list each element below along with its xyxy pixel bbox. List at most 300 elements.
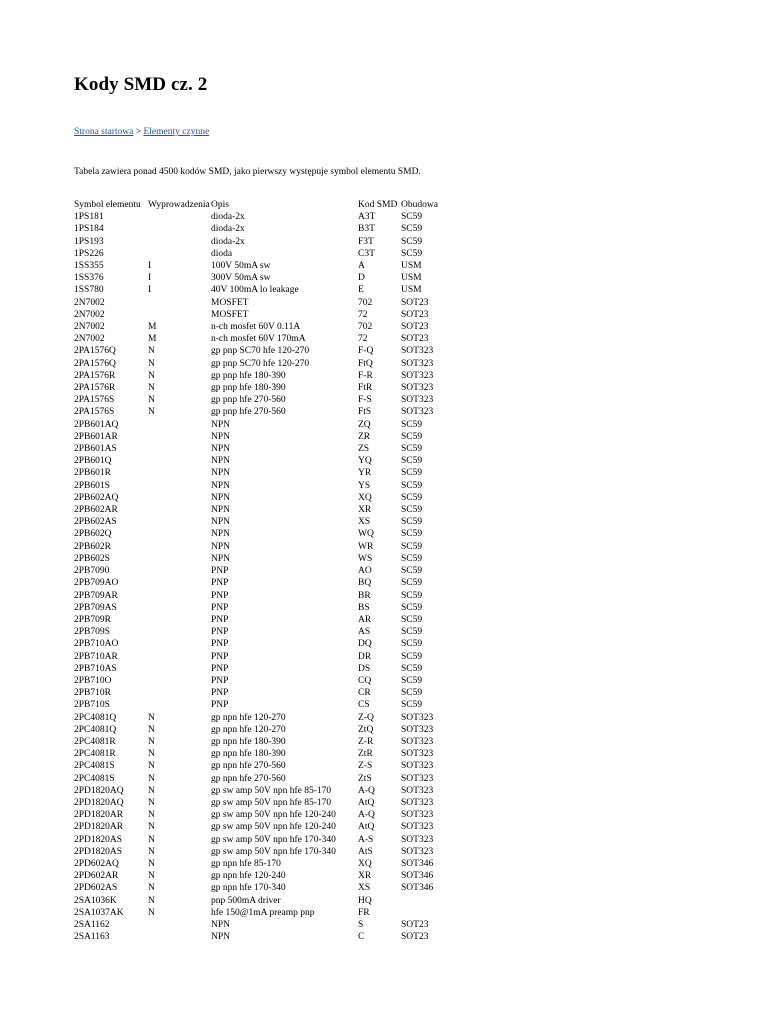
cell-pins (148, 480, 211, 492)
cell-package: SC59 (401, 456, 423, 467)
cell-description: n-ch mosfet 60V 0.11A (211, 322, 301, 333)
cell-symbol: 2PB710R (74, 688, 111, 699)
cell-pins: I (148, 273, 152, 284)
cell-package: SC59 (401, 224, 423, 235)
cell-smd-code: A-Q (358, 785, 375, 796)
cell-description: gp sw amp 50V npn hfe 170-340 (211, 834, 336, 845)
table-row (74, 663, 461, 675)
cell-smd-code: AR (358, 614, 372, 625)
cell-package: SOT23 (401, 919, 429, 930)
cell-package: SOT323 (401, 810, 434, 821)
cell-description: NPN (211, 517, 231, 528)
cell-symbol: 2PB710S (74, 700, 110, 711)
cell-symbol: 2PA1576R (74, 370, 116, 381)
cell-symbol: 2PB601S (74, 480, 110, 491)
cell-symbol: 2PD602AS (74, 883, 118, 894)
cell-description: NPN (211, 505, 231, 516)
cell-description: gp npn hfe 85-170 (211, 858, 281, 869)
cell-package: SC59 (401, 248, 423, 259)
cell-package: SOT346 (401, 858, 434, 869)
cell-package: SOT23 (401, 932, 429, 943)
cell-package: SC59 (401, 614, 423, 625)
cell-package: SC59 (401, 627, 423, 638)
cell-package: SC59 (401, 541, 423, 552)
table-row (74, 419, 461, 431)
cell-description: NPN (211, 529, 231, 540)
cell-description: gp sw amp 50V npn hfe 120-240 (211, 822, 336, 833)
cell-pins (148, 687, 211, 699)
cell-pins (148, 455, 211, 467)
cell-package: SC59 (401, 480, 423, 491)
cell-package: SOT23 (401, 309, 429, 320)
cell-smd-code: WS (358, 553, 373, 564)
cell-symbol: 2PA1576S (74, 407, 115, 418)
table-row (74, 858, 461, 870)
cell-description: gp npn hfe 120-270 (211, 724, 286, 735)
breadcrumb-link-home[interactable]: Strona startowa (74, 127, 134, 137)
cell-description: 40V 100mA lo leakage (211, 285, 299, 296)
cell-symbol: 2PA1576R (74, 383, 116, 394)
page-title: Kody SMD cz. 2 (74, 74, 208, 95)
table-row (74, 480, 461, 492)
cell-pins (148, 309, 211, 321)
header-smd-code: Kod SMD (358, 200, 398, 210)
cell-smd-code: 702 (358, 322, 373, 333)
cell-pins (148, 663, 211, 675)
table-row (74, 602, 461, 614)
cell-description: gp npn hfe 270-560 (211, 773, 286, 784)
cell-package: USM (401, 273, 422, 284)
cell-pins: N (148, 834, 155, 845)
cell-package: SC59 (401, 553, 423, 564)
cell-smd-code: XS (358, 883, 371, 894)
cell-symbol: 2PA1576Q (74, 346, 116, 357)
table-row (74, 773, 461, 785)
cell-smd-code: A-S (358, 834, 374, 845)
table-row (74, 248, 461, 260)
table-row (74, 504, 461, 516)
cell-package: SOT323 (401, 724, 434, 735)
cell-symbol: 2PB601Q (74, 456, 112, 467)
cell-symbol: 2PB601AQ (74, 419, 119, 430)
cell-symbol: 2PB709AO (74, 578, 119, 589)
cell-package: SOT323 (401, 773, 434, 784)
table-row (74, 406, 461, 418)
cell-package: SOT23 (401, 334, 429, 345)
cell-description: PNP (211, 700, 229, 711)
cell-description: NPN (211, 932, 231, 943)
header-symbol: Symbol elementu (74, 200, 141, 210)
table-row (74, 516, 461, 528)
cell-symbol: 2PC4081S (74, 761, 115, 772)
cell-description: gp pnp SC70 hfe 120-270 (211, 358, 310, 369)
cell-pins (148, 297, 211, 309)
cell-pins: N (148, 749, 155, 760)
cell-package: SC59 (401, 639, 423, 650)
cell-package: SOT323 (401, 712, 434, 723)
cell-description: gp npn hfe 180-390 (211, 749, 286, 760)
cell-symbol: 2SA1036K (74, 895, 117, 906)
cell-pins: M (148, 334, 157, 345)
cell-package: SC59 (401, 688, 423, 699)
cell-description: gp pnp hfe 270-560 (211, 395, 286, 406)
cell-symbol: 2SA1037AK (74, 907, 124, 918)
table-row (74, 834, 461, 846)
cell-symbol: 2PD1820AS (74, 834, 123, 845)
cell-package: SC59 (401, 517, 423, 528)
table-row (74, 333, 461, 345)
table-row (74, 272, 461, 284)
cell-pins (148, 516, 211, 528)
cell-pins (148, 931, 211, 943)
cell-description: hfe 150@1mA preamp pnp (211, 907, 315, 918)
cell-package: SOT323 (401, 407, 434, 418)
cell-smd-code: FtR (358, 383, 373, 394)
header-package: Obudowa (401, 200, 438, 210)
cell-pins: N (148, 395, 155, 406)
cell-symbol: 2PC4081R (74, 749, 116, 760)
cell-smd-code: AtQ (358, 822, 375, 833)
table-row (74, 797, 461, 809)
cell-pins (148, 443, 211, 455)
cell-description: MOSFET (211, 297, 249, 308)
table-row (74, 260, 461, 272)
table-row (74, 687, 461, 699)
cell-package: SC59 (401, 505, 423, 516)
cell-pins (148, 675, 211, 687)
table-body (74, 211, 461, 943)
cell-package: SC59 (401, 431, 423, 442)
cell-pins: N (148, 383, 155, 394)
cell-symbol: 2PB601AS (74, 444, 117, 455)
cell-smd-code: ZtQ (358, 724, 374, 735)
cell-pins (148, 638, 211, 650)
cell-description: NPN (211, 919, 231, 930)
cell-description: dioda (211, 248, 233, 259)
cell-symbol: 2PA1576Q (74, 358, 116, 369)
cell-pins (148, 223, 211, 235)
cell-smd-code: F-Q (358, 346, 374, 357)
cell-description: PNP (211, 663, 229, 674)
table-row (74, 907, 461, 919)
cell-smd-code: F-S (358, 395, 372, 406)
table-row (74, 309, 461, 321)
cell-description: gp pnp hfe 180-390 (211, 383, 286, 394)
cell-pins: N (148, 712, 155, 723)
cell-pins (148, 577, 211, 589)
cell-package: SC59 (401, 492, 423, 503)
cell-pins (148, 565, 211, 577)
cell-pins (148, 919, 211, 931)
cell-description: dioda-2x (211, 224, 245, 235)
cell-symbol: 2PC4081R (74, 736, 116, 747)
cell-symbol: 2PA1576S (74, 395, 115, 406)
cell-package: USM (401, 285, 422, 296)
table-row (74, 699, 461, 711)
cell-pins (148, 626, 211, 638)
cell-pins: N (148, 883, 155, 894)
cell-smd-code: BQ (358, 578, 372, 589)
table-row (74, 345, 461, 357)
cell-symbol: 1PS226 (74, 248, 104, 259)
cell-symbol: 2PB601AR (74, 431, 118, 442)
cell-smd-code: A-Q (358, 810, 375, 821)
cell-package: SC59 (401, 529, 423, 540)
cell-symbol: 2PB7090 (74, 566, 110, 577)
cell-package: SC59 (401, 419, 423, 430)
table-row (74, 638, 461, 650)
table-row (74, 736, 461, 748)
cell-description: 300V 50mA sw (211, 273, 271, 284)
cell-pins (148, 419, 211, 431)
cell-pins (148, 602, 211, 614)
cell-smd-code: FtQ (358, 358, 373, 369)
cell-smd-code: F-R (358, 370, 373, 381)
cell-description: gp pnp SC70 hfe 120-270 (211, 346, 310, 357)
cell-pins: N (148, 358, 155, 369)
cell-smd-code: C3T (358, 248, 375, 259)
cell-smd-code: DR (358, 651, 372, 662)
cell-symbol: 2PC4081Q (74, 724, 117, 735)
smd-codes-table (74, 199, 461, 943)
cell-description: NPN (211, 480, 231, 491)
cell-pins: N (148, 822, 155, 833)
table-row (74, 821, 461, 833)
cell-description: gp pnp hfe 180-390 (211, 370, 286, 381)
table-row (74, 528, 461, 540)
cell-pins: N (148, 907, 155, 918)
cell-symbol: 1PS184 (74, 224, 104, 235)
table-row (74, 724, 461, 736)
table-row (74, 321, 461, 333)
cell-smd-code: BS (358, 602, 370, 613)
table-row (74, 577, 461, 589)
cell-description: NPN (211, 419, 231, 430)
cell-pins (148, 541, 211, 553)
table-row (74, 394, 461, 406)
cell-smd-code: 72 (358, 334, 368, 345)
cell-symbol: 1SS355 (74, 261, 104, 272)
cell-smd-code: ZR (358, 431, 371, 442)
table-row (74, 443, 461, 455)
cell-symbol: 2PB602R (74, 541, 111, 552)
table-row (74, 431, 461, 443)
cell-package: SOT346 (401, 871, 434, 882)
cell-symbol: 1SS376 (74, 273, 104, 284)
cell-pins: N (148, 773, 155, 784)
cell-smd-code: F3T (358, 236, 374, 247)
cell-description: gp npn hfe 270-560 (211, 761, 286, 772)
cell-pins: M (148, 322, 157, 333)
table-row (74, 455, 461, 467)
cell-symbol: 2PB602S (74, 553, 110, 564)
cell-package: SC59 (401, 578, 423, 589)
cell-pins (148, 211, 211, 223)
cell-description: NPN (211, 444, 231, 455)
cell-pins (148, 492, 211, 504)
table-row (74, 236, 461, 248)
cell-description: NPN (211, 541, 231, 552)
cell-symbol: 1SS780 (74, 285, 104, 296)
table-row (74, 919, 461, 931)
cell-pins: N (148, 724, 155, 735)
cell-pins: N (148, 810, 155, 821)
cell-description: gp pnp hfe 270-560 (211, 407, 286, 418)
cell-description: gp npn hfe 120-270 (211, 712, 286, 723)
cell-description: gp npn hfe 180-390 (211, 736, 286, 747)
cell-smd-code: CR (358, 688, 371, 699)
cell-smd-code: XR (358, 871, 372, 882)
cell-pins (148, 467, 211, 479)
cell-package: SOT323 (401, 346, 434, 357)
cell-symbol: 2PD1820AS (74, 846, 123, 857)
cell-description: dioda-2x (211, 212, 245, 223)
cell-description: PNP (211, 590, 229, 601)
table-row (74, 651, 461, 663)
cell-description: PNP (211, 651, 229, 662)
cell-package: SOT323 (401, 395, 434, 406)
cell-description: PNP (211, 602, 229, 613)
cell-smd-code: ZtR (358, 749, 373, 760)
cell-pins: N (148, 407, 155, 418)
table-row (74, 846, 461, 858)
table-row (74, 895, 461, 907)
table-row (74, 297, 461, 309)
table-row (74, 492, 461, 504)
cell-symbol: 2PD1820AQ (74, 797, 124, 808)
cell-pins (148, 590, 211, 602)
table-row (74, 590, 461, 602)
cell-symbol: 2PB710O (74, 675, 112, 686)
cell-pins (148, 248, 211, 260)
table-row (74, 809, 461, 821)
cell-pins: N (148, 846, 155, 857)
cell-smd-code: C (358, 932, 365, 943)
cell-package: SOT323 (401, 797, 434, 808)
cell-pins (148, 528, 211, 540)
table-row (74, 553, 461, 565)
cell-symbol: 2N7002 (74, 297, 105, 308)
cell-symbol: 2PD1820AR (74, 822, 124, 833)
table-row (74, 284, 461, 296)
cell-smd-code: 72 (358, 309, 368, 320)
cell-symbol: 2PD1820AR (74, 810, 124, 821)
cell-symbol: 2N7002 (74, 334, 105, 345)
cell-package: SOT323 (401, 749, 434, 760)
cell-symbol: 2N7002 (74, 322, 105, 333)
cell-symbol: 2PB710AO (74, 639, 119, 650)
cell-description: gp sw amp 50V npn hfe 85-170 (211, 797, 332, 808)
cell-package: SC59 (401, 651, 423, 662)
cell-description: gp sw amp 50V npn hfe 85-170 (211, 785, 332, 796)
cell-symbol: 2N7002 (74, 309, 105, 320)
cell-package: SOT23 (401, 297, 429, 308)
cell-description: PNP (211, 566, 229, 577)
table-header-row (74, 199, 461, 211)
table-row (74, 211, 461, 223)
cell-smd-code: S (358, 919, 364, 930)
cell-pins: N (148, 895, 155, 906)
cell-smd-code: ZQ (358, 419, 371, 430)
cell-pins: N (148, 736, 155, 747)
cell-description: dioda-2x (211, 236, 245, 247)
cell-package: SC59 (401, 212, 423, 223)
cell-package: SOT323 (401, 358, 434, 369)
cell-symbol: 2PB601R (74, 468, 111, 479)
cell-description: gp npn hfe 170-340 (211, 883, 286, 894)
table-row (74, 541, 461, 553)
cell-package: SC59 (401, 700, 423, 711)
cell-description: n-ch mosfet 60V 170mA (211, 334, 306, 345)
cell-package: SC59 (401, 663, 423, 674)
table-row (74, 626, 461, 638)
cell-smd-code: AS (358, 627, 371, 638)
cell-smd-code: A (358, 261, 365, 272)
cell-smd-code: AtQ (358, 797, 375, 808)
cell-package: SOT346 (401, 883, 434, 894)
table-row (74, 614, 461, 626)
cell-smd-code: FR (358, 907, 370, 918)
cell-description: NPN (211, 468, 231, 479)
cell-package (401, 907, 461, 919)
cell-pins: N (148, 370, 155, 381)
cell-description: NPN (211, 431, 231, 442)
cell-symbol: 2PD1820AQ (74, 785, 124, 796)
cell-symbol: 2PB710AS (74, 663, 117, 674)
breadcrumb-link-section[interactable]: Elementy czynne (143, 127, 210, 137)
header-description: Opis (211, 200, 229, 210)
cell-symbol: 2PB602Q (74, 529, 112, 540)
cell-smd-code: BR (358, 590, 371, 601)
cell-symbol: 2PB709R (74, 614, 111, 625)
cell-smd-code: XQ (358, 492, 372, 503)
cell-package: SC59 (401, 444, 423, 455)
cell-description: MOSFET (211, 309, 249, 320)
intro-text: Tabela zawiera ponad 4500 kodów SMD, jako pierwszy występuje symbol elementu SMD. (74, 167, 421, 177)
cell-package: SOT323 (401, 383, 434, 394)
cell-smd-code: HQ (358, 895, 372, 906)
cell-pins: N (148, 871, 155, 882)
cell-symbol: 2PB709S (74, 627, 110, 638)
table-row (74, 870, 461, 882)
cell-smd-code: Z-R (358, 736, 374, 747)
cell-smd-code: Z-Q (358, 712, 374, 723)
cell-smd-code: 702 (358, 297, 373, 308)
cell-pins: N (148, 346, 155, 357)
table-row (74, 748, 461, 760)
cell-smd-code: AtS (358, 846, 373, 857)
cell-symbol: 2PD602AR (74, 871, 119, 882)
cell-smd-code: YS (358, 480, 371, 491)
table-row (74, 467, 461, 479)
cell-package: SOT323 (401, 846, 434, 857)
breadcrumb-separator: > (133, 127, 144, 137)
cell-pins (148, 699, 211, 711)
cell-description: PNP (211, 614, 229, 625)
cell-package: SC59 (401, 468, 423, 479)
cell-package: SC59 (401, 236, 423, 247)
breadcrumb (74, 127, 209, 137)
cell-symbol: 2PC4081Q (74, 712, 117, 723)
cell-pins: N (148, 858, 155, 869)
cell-symbol: 2PB602AR (74, 505, 118, 516)
cell-package: SOT323 (401, 834, 434, 845)
cell-package: SC59 (401, 602, 423, 613)
cell-smd-code: DS (358, 663, 371, 674)
cell-package: SC59 (401, 590, 423, 601)
cell-pins: I (148, 285, 152, 296)
cell-smd-code: XS (358, 517, 371, 528)
